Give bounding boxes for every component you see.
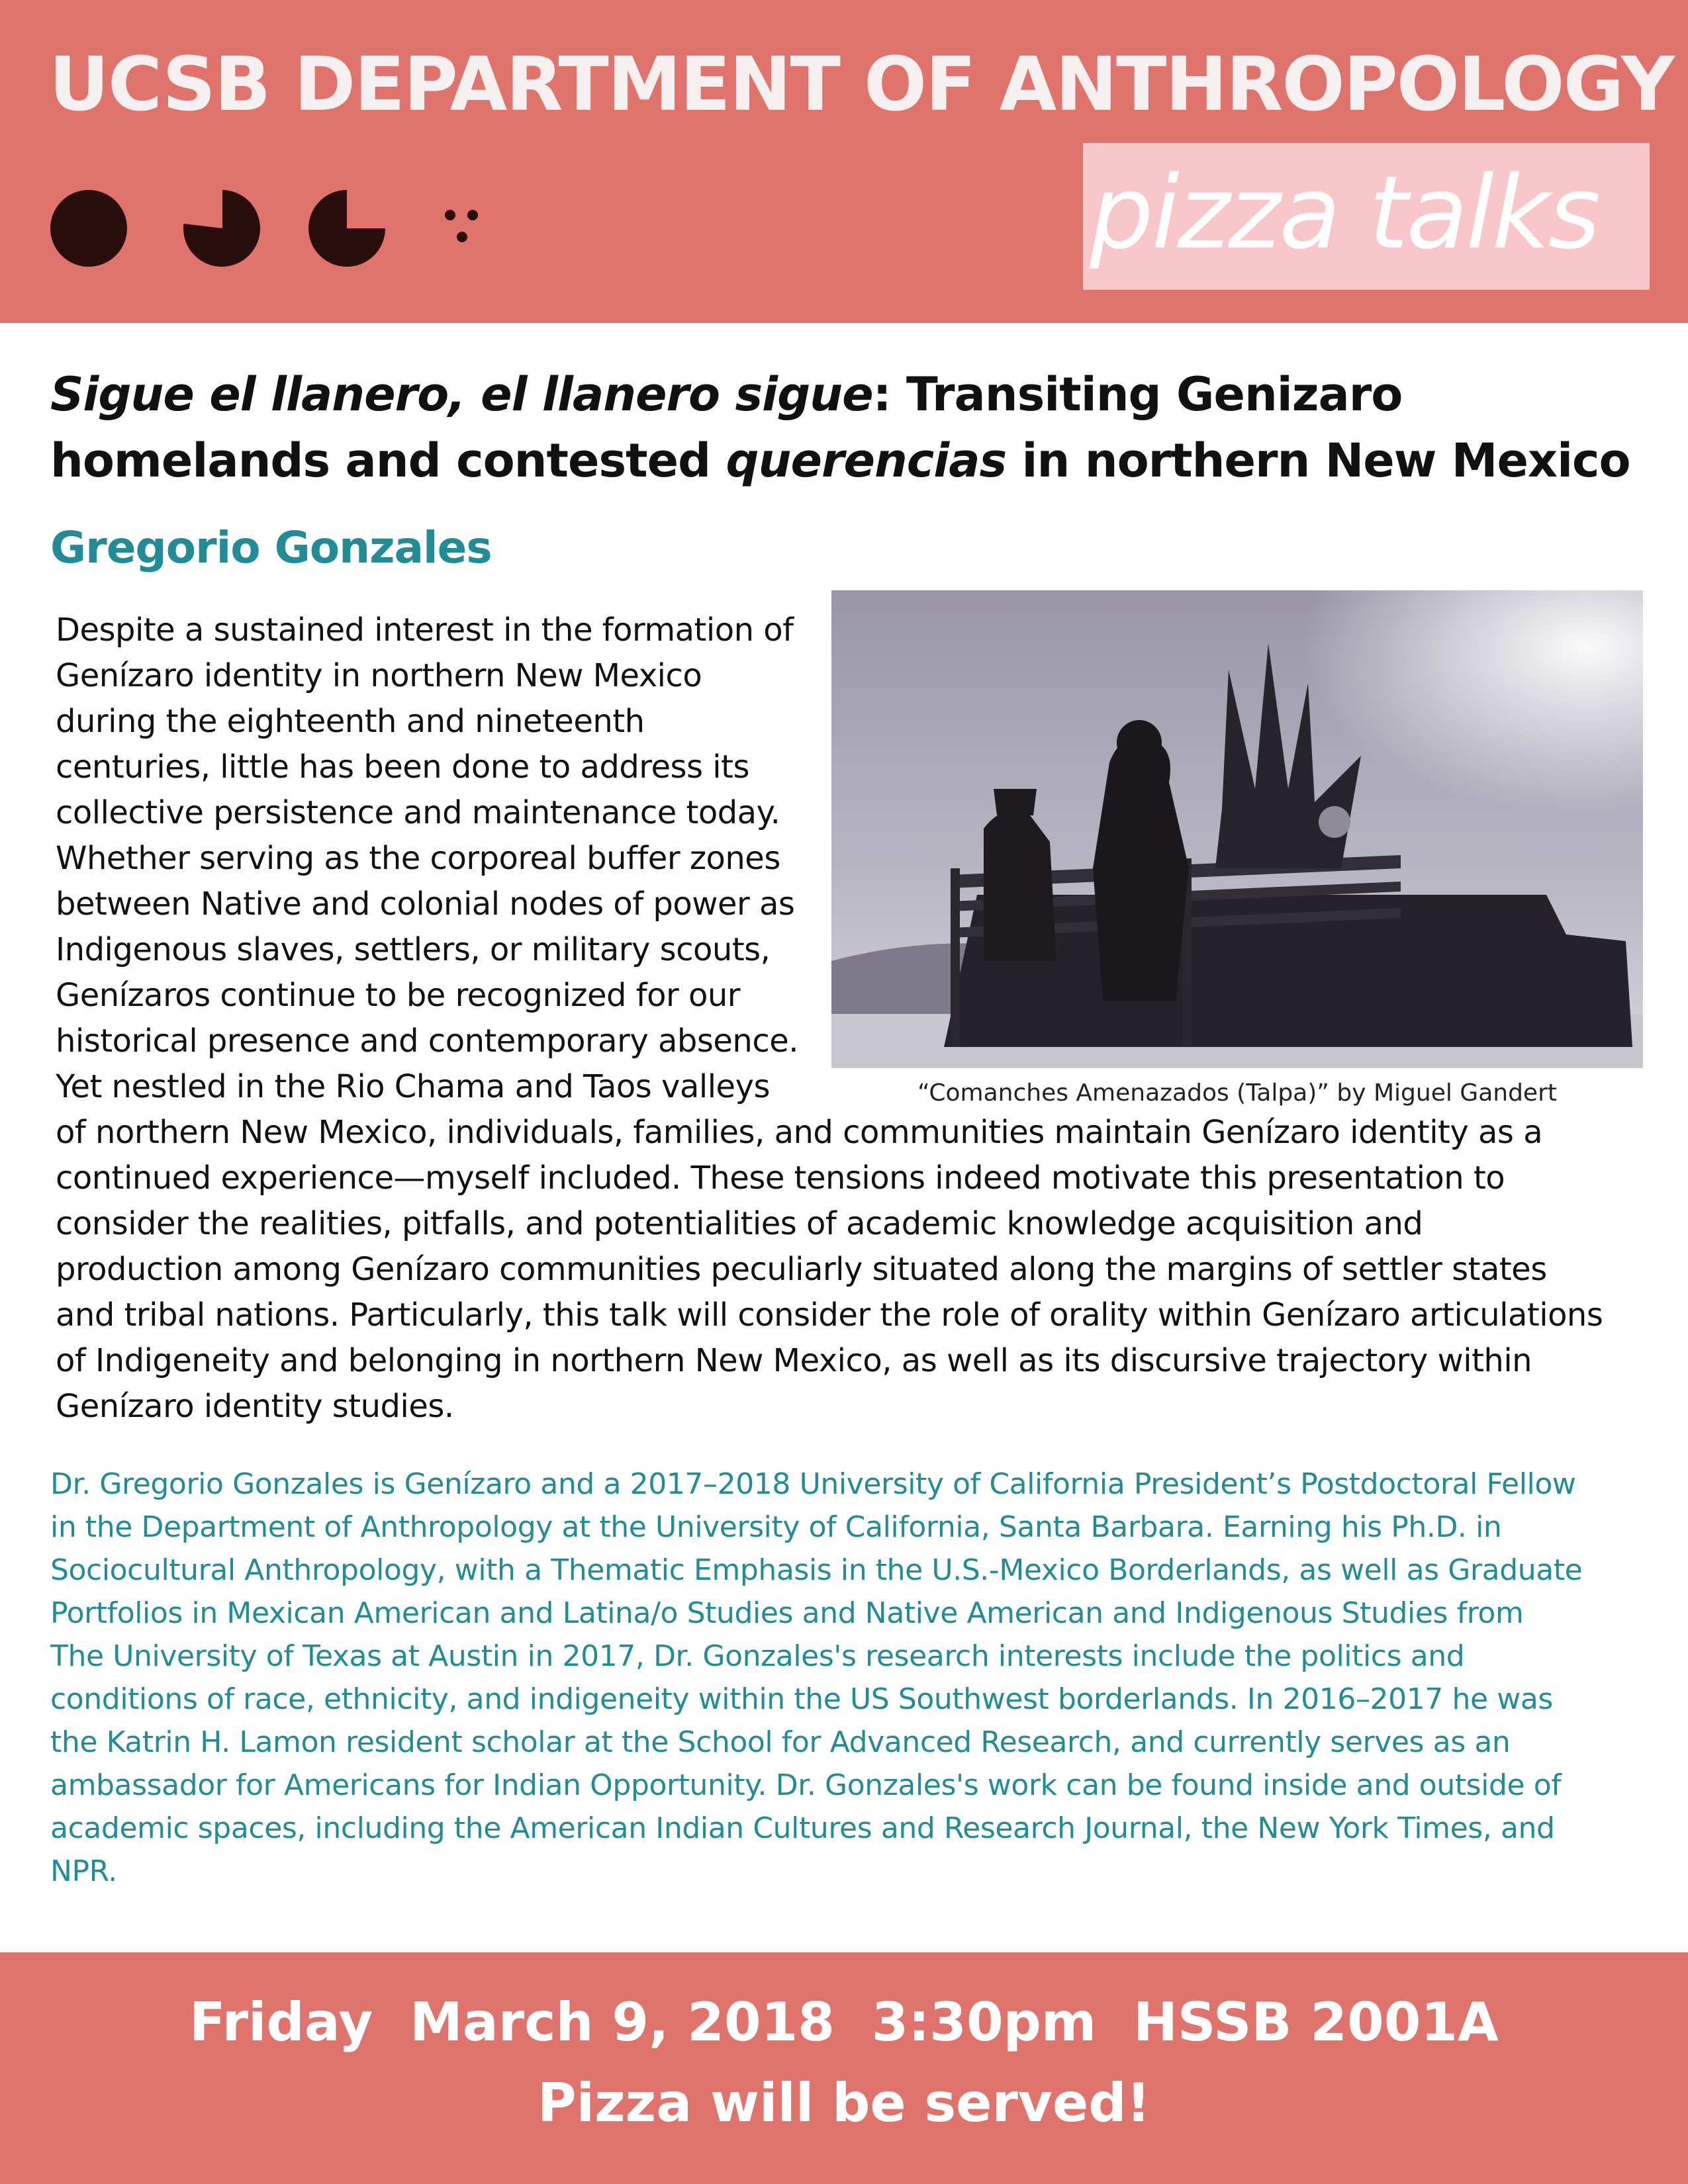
abstract-line: between Native and colonial nodes of power as: [56, 886, 795, 923]
crumb-icon: [467, 210, 478, 220]
crumb-icon: [445, 210, 455, 220]
abstract-line: Whether serving as the corporeal buffer zones: [56, 840, 780, 877]
speaker-bio: [50, 1463, 1665, 1893]
bio-line: ambassador for Americans for Indian Opportunity. Dr. Gonzales's work can be found inside and outside of: [50, 1768, 1562, 1802]
abstract-line: of Indigeneity and belonging in northern New Mexico, as well as its discursive trajectory within: [56, 1342, 1532, 1379]
talk-title-italic-term: querencias: [726, 433, 1007, 488]
abstract-line: collective persistence and maintenance today.: [56, 794, 780, 831]
photo-caption: “Comanches Amenazados (Talpa)” by Miguel Gandert: [917, 1079, 1557, 1107]
abstract-line: production among Genízaro communities peculiarly situated along the margins of settler states: [56, 1251, 1547, 1288]
series-label: pizza talks: [1090, 154, 1599, 271]
abstract-line: Genízaro identity studies.: [56, 1388, 454, 1425]
bio-line: Sociocultural Anthropology, with a Thematic Emphasis in the U.S.-Mexico Borderlands, as well as Graduate: [50, 1553, 1583, 1587]
crumb-icon: [457, 232, 467, 242]
bio-line: academic spaces, including the American Indian Cultures and Research Journal, the New York Times, and: [50, 1811, 1555, 1845]
abstract-line: during the eighteenth and nineteenth: [56, 703, 645, 740]
pizza-half-eaten-icon: [308, 190, 385, 267]
speaker-name: Gregorio Gonzales: [50, 522, 492, 573]
abstract-line: Indigenous slaves, settlers, or military scouts,: [56, 931, 771, 968]
abstract-line: historical presence and contemporary absence.: [56, 1023, 798, 1060]
talk-title-italic: Sigue el llanero, el llanero sigue: [50, 367, 873, 422]
abstract-line: Despite a sustained interest in the formation of: [56, 612, 794, 649]
abstract-line: continued experience—myself included. These tensions indeed motivate this presentation to: [56, 1160, 1505, 1197]
bio-line: Dr. Gregorio Gonzales is Genízaro and a 2017–2018 University of California President’s Postdoctoral Fellow: [50, 1467, 1576, 1501]
abstract: [56, 608, 1664, 1430]
bio-line: conditions of race, ethnicity, and indigeneity within the US Southwest borderlands. In 2016–2017 he was: [50, 1682, 1553, 1716]
bio-line: the Katrin H. Lamon resident scholar at the School for Advanced Research, and currently serves as an: [50, 1725, 1511, 1759]
talk-title-text-end: in northern New Mexico: [1006, 433, 1630, 488]
bio-line: in the Department of Anthropology at the University of California, Santa Barbara. Earning his Ph.D. in: [50, 1510, 1502, 1544]
abstract-line: consider the realities, pitfalls, and potentialities of academic knowledge acquisition and: [56, 1205, 1423, 1242]
bio-line: NPR.: [50, 1854, 117, 1888]
bio-line: The University of Texas at Austin in 2017, Dr. Gonzales's research interests include the politics and: [50, 1639, 1465, 1673]
abstract-line: and tribal nations. Particularly, this talk will consider the role of orality within Genízaro articulations: [56, 1297, 1603, 1334]
talk-title-text: : Transiting Genizaro homelands and contested: [50, 367, 1403, 488]
talk-title: [50, 361, 1659, 494]
department-title: UCSB DEPARTMENT OF ANTHROPOLOGY: [49, 42, 1674, 128]
abstract-line: Yet nestled in the Rio Chama and Taos valleys: [56, 1068, 770, 1105]
event-date-time-location: Friday March 9, 2018 3:30pm HSSB 2001A: [189, 1991, 1499, 2053]
pizza-slices-icon: [49, 185, 499, 271]
abstract-line: centuries, little has been done to address its: [56, 749, 749, 786]
abstract-line: Genízaro identity in northern New Mexico: [56, 657, 702, 694]
pizza-missing-slice-icon: [183, 190, 260, 267]
abstract-line: Genízaros continue to be recognized for our: [56, 977, 741, 1014]
bio-line: Portfolios in Mexican American and Latina/o Studies and Native American and Indigenous Studies from: [50, 1596, 1524, 1630]
abstract-line: of northern New Mexico, individuals, families, and communities maintain Genízaro identity as a: [56, 1114, 1543, 1151]
pizza-note: Pizza will be served!: [538, 2072, 1150, 2134]
whole-pizza-icon: [50, 190, 127, 267]
